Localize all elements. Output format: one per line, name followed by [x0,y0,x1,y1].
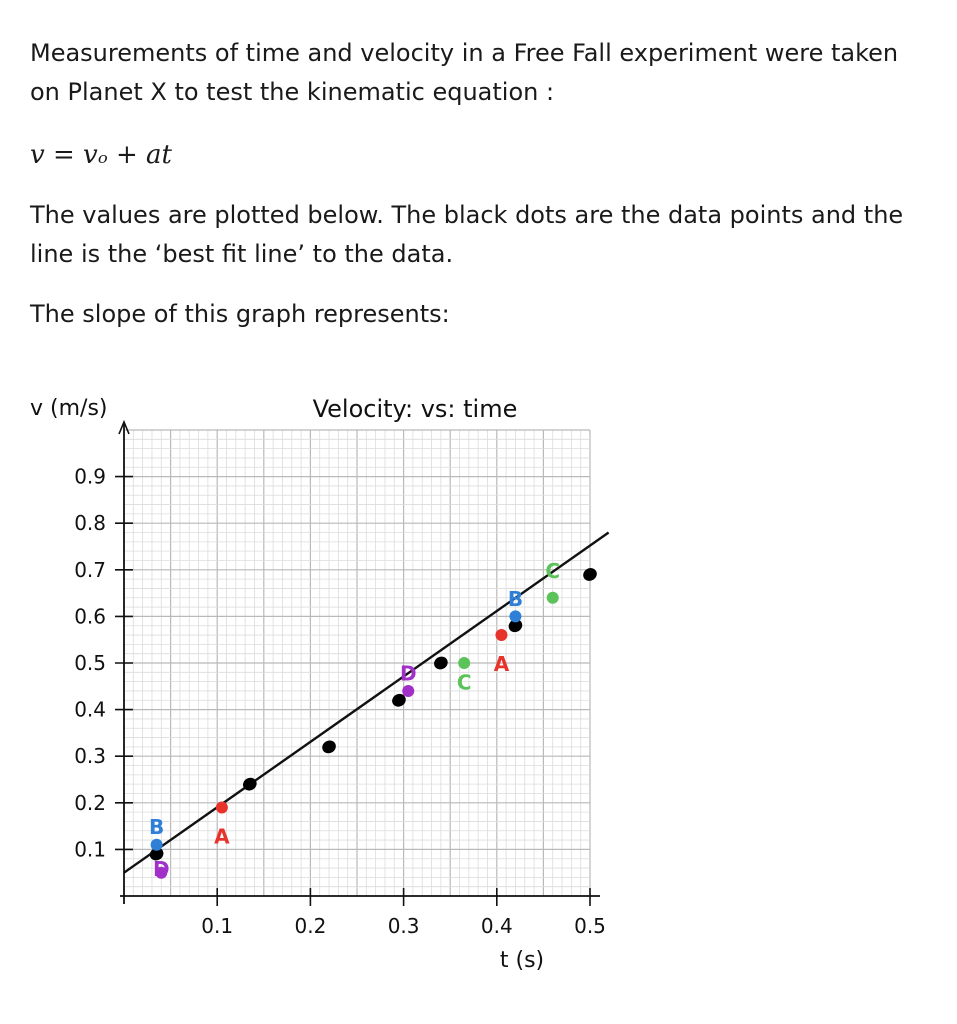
marked-point-label: C [545,558,561,583]
marked-point-a [495,629,507,641]
marked-point-label: A [493,652,510,676]
chart-title: Velocity: vs: time [312,395,518,423]
data-point [320,738,338,756]
marked-point-d [402,685,414,697]
marked-point-label: B [507,586,524,611]
x-tick-label: 0.2 [294,914,327,938]
marked-point-label: D [152,857,170,882]
chart-grid [124,430,590,896]
equation: v = vₒ + at [30,140,172,170]
y-tick-label: 0.8 [74,511,106,536]
marked-point-c [547,592,559,604]
question-prompt: The slope of this graph represents: [30,300,450,328]
y-axis-label: v (m/s) [30,396,108,421]
x-tick-label: 0.4 [480,914,513,938]
marked-point-b [151,839,163,851]
x-tick-label: 0.1 [201,914,234,938]
y-tick-label: 0.4 [74,697,106,722]
x-tick-label: 0.3 [387,914,420,938]
description-text: The values are plotted below. The black dots are the data points and the line is the ‘best fit line’ to the data. [30,201,904,268]
marked-point-a [216,801,228,813]
x-tick-label: 0.5 [574,914,606,938]
y-tick-label: 0.7 [74,557,106,582]
marked-point-label: B [148,815,165,840]
y-tick-label: 0.6 [74,604,106,629]
intro-text: Measurements of time and velocity in a Free Fall experiment were taken on Planet X to test the kinematic equation : [30,39,899,106]
x-axis-label: t (s) [499,948,545,973]
y-tick-label: 0.9 [74,464,106,489]
data-point [581,566,599,584]
y-tick-label: 0.2 [74,790,106,815]
y-tick-label: 0.5 [74,651,106,675]
data-point [241,775,259,793]
y-tick-label: 0.1 [74,837,106,862]
velocity-time-chart [0,370,957,1010]
data-point [432,654,450,672]
marked-point-b [509,610,521,622]
marked-point-label: C [456,670,472,695]
marked-point-c [458,657,470,669]
y-tick-label: 0.3 [74,744,106,769]
marked-point-label: A [214,824,230,849]
marked-point-label: D [399,661,417,686]
